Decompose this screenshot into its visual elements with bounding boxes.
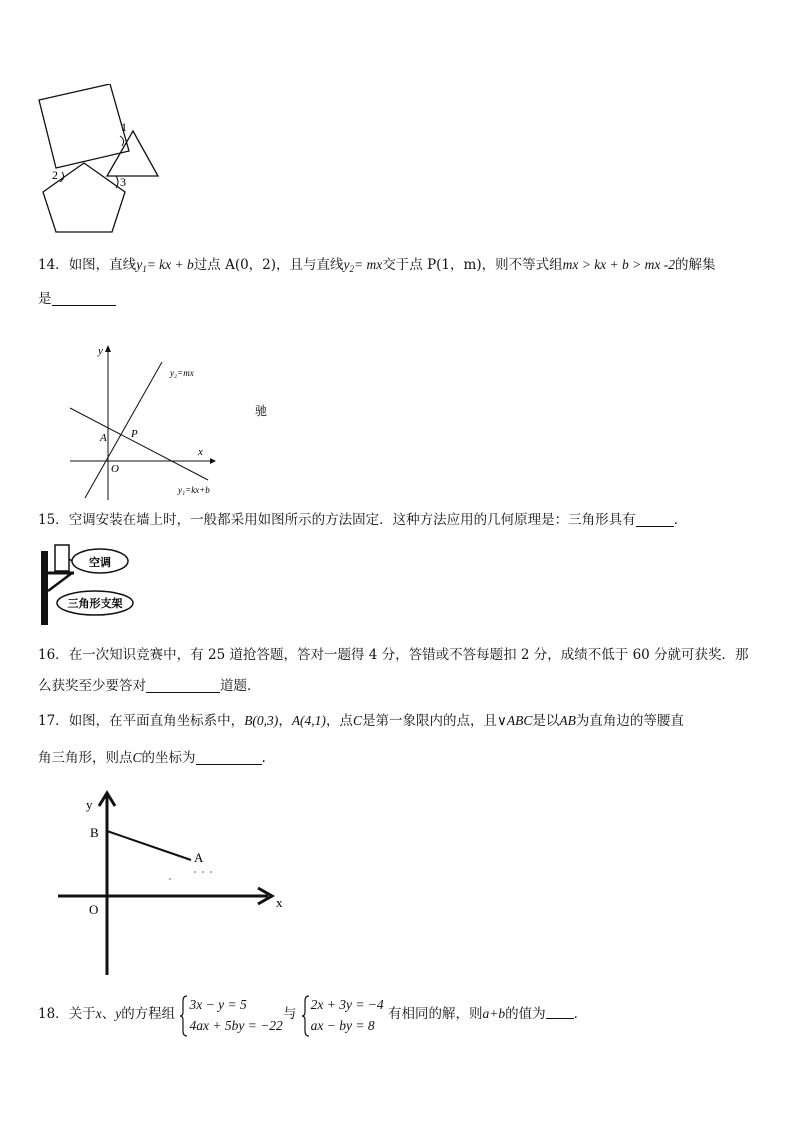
fig15-bubble-ac-text: 空调 <box>89 557 111 569</box>
fig14-y-label: y <box>98 345 103 357</box>
fig14-line-y1 <box>70 408 208 480</box>
q17-line2-end: . <box>261 750 266 766</box>
q17-line2-b: 的坐标为 <box>141 750 196 766</box>
q16-number: 16． <box>38 647 69 663</box>
q16-line2-b: 道题． <box>220 678 261 694</box>
q18-text-b: 的方程组 <box>121 1006 176 1022</box>
q18-system-2-row2: ax − by = 8 <box>310 1017 375 1033</box>
q16-line1-text: 在一次知识竞赛中，有 25 道抢答题，答对一题得 4 分，答错或不答每题扣 2 分，成绩不低于 60 分就可获奖．那 <box>68 647 749 663</box>
q15-end: ． <box>673 512 688 528</box>
q18-text-a: 关于 <box>68 1006 96 1022</box>
q18-system-1 <box>189 994 282 1036</box>
q16-answer-blank[interactable] <box>146 678 220 693</box>
fig13-triangle <box>107 131 158 176</box>
q15-number: 15． <box>38 512 69 528</box>
q18-system-1-row1: 3x − y = 5 <box>189 996 247 1012</box>
fig17-graph <box>50 790 300 980</box>
q15-line <box>38 511 687 529</box>
fig14-point-A: A <box>100 432 107 444</box>
q18-with: 与 <box>282 1006 297 1022</box>
fig17-origin-label: O <box>89 902 99 917</box>
fig17-segment-BA <box>107 831 191 860</box>
q18-apb: a+b <box>482 1006 506 1021</box>
q17-point-C: C <box>352 713 362 728</box>
q18-var-y: y <box>115 1006 122 1021</box>
q17-text-d: 是以 <box>532 713 560 729</box>
q18-text-d: 的值为 <box>505 1006 546 1022</box>
fig13-square <box>39 84 129 168</box>
fig17-dot <box>169 878 171 880</box>
q16-line1 <box>38 646 749 664</box>
q17-text-a: 如图，在平面直角坐标系中， <box>68 713 245 729</box>
q14-text-b: 过点 A(0，2)，且与直线 <box>193 257 344 273</box>
fig14-point-P: P <box>131 428 138 440</box>
q17-text-b: ，点 <box>325 713 353 729</box>
fig13-angle2-arc <box>60 172 64 182</box>
q14-y1: $y_1$ <box>136 257 147 274</box>
fig14-stray-char: 驰 <box>255 404 268 418</box>
fig17-point-B: B <box>90 825 99 840</box>
q17-text-c: 是第一象限内的点，且 <box>361 713 497 729</box>
q14-answer-blank[interactable] <box>52 291 116 306</box>
q14-text-a: 如图，直线 <box>68 257 137 273</box>
q18-comma: 、 <box>101 1006 116 1022</box>
q14-y2: $y_2$ <box>343 257 355 274</box>
fig13-angle1-arc <box>120 136 124 146</box>
fig14-x-label: x <box>198 446 203 458</box>
q17-line2-C: C <box>132 750 142 765</box>
q17-answer-blank[interactable] <box>196 750 262 765</box>
q17-point-A: A(4,1) <box>291 713 326 728</box>
q17-text-e: 为直角边的等腰直 <box>575 713 684 729</box>
q18-system-2-row1: 2x + 3y = −4 <box>310 996 384 1012</box>
q18-number: 18． <box>38 1006 69 1022</box>
q17-line2 <box>38 749 266 767</box>
q17-number: 17． <box>38 713 69 729</box>
fig14-label-y1: y₁=kx+b <box>178 485 210 495</box>
q14-inequality: mx > kx + b > mx -2 <box>562 257 676 272</box>
q14-line1 <box>38 256 716 278</box>
q17-triangle: ∨ABC <box>496 713 533 728</box>
fig14-label-y2: y₂=mx <box>170 368 194 378</box>
q14-y1-expr: = kx + b <box>146 257 194 272</box>
q14-text-d: 的解集 <box>675 257 716 273</box>
fig15-bubble-bracket-text: 三角形支架 <box>67 598 123 610</box>
fig17-dot <box>202 871 204 873</box>
fig15-bracket <box>38 541 138 626</box>
fig17-dot <box>210 871 212 873</box>
q14-line2 <box>38 290 116 308</box>
q17-sep: ， <box>278 713 292 729</box>
fig13-label-2: 2 <box>52 168 58 182</box>
fig15-wall <box>41 551 48 625</box>
fig15-ac-unit <box>55 545 69 571</box>
q18-system-2 <box>311 994 384 1036</box>
fig17-x-label: x <box>276 895 283 910</box>
q18-system-2-brace <box>302 995 310 1037</box>
fig15-brace <box>48 573 72 591</box>
q17-point-B: B(0,3) <box>244 713 279 728</box>
q14-number: 14． <box>38 257 69 273</box>
fig14-origin-label: O <box>111 463 119 475</box>
q17-segment-AB: AB <box>559 713 576 728</box>
q18-answer-blank[interactable] <box>546 1004 574 1019</box>
fig17-point-A: A <box>194 850 204 865</box>
q18-system-1-brace <box>180 995 188 1037</box>
fig13-label-1: 1 <box>121 120 127 134</box>
q14-text-c: 交于点 P(1，m)，则不等式组 <box>382 257 563 273</box>
fig17-y-label: y <box>86 797 93 812</box>
q14-line2-text: 是 <box>38 291 52 307</box>
q15-text: 空调安装在墙上时，一般都采用如图所示的方法固定．这种方法应用的几何原理是：三角形具有 <box>68 512 636 528</box>
q16-line2 <box>38 677 261 695</box>
fig17-dot <box>194 871 196 873</box>
fig14-graph <box>60 340 290 505</box>
fig14-x-arrow <box>210 458 216 464</box>
q15-answer-blank[interactable] <box>636 512 674 527</box>
fig14-y-arrow <box>105 345 111 352</box>
fig14-line-y2 <box>85 362 162 498</box>
q18-text-c: 有相同的解，则 <box>387 1006 483 1022</box>
q17-line2-a: 角三角形，则点 <box>38 750 133 766</box>
q18-system-1-row2: 4ax + 5by = −22 <box>189 1017 283 1033</box>
q18-end: ． <box>573 1006 588 1022</box>
q14-y2-expr: = mx <box>354 257 383 272</box>
fig13-polygons <box>34 84 164 234</box>
q18-line <box>38 993 587 1037</box>
q18-var-x: x <box>95 1006 102 1021</box>
q16-line2-a: 么获奖至少要答对 <box>38 678 146 694</box>
fig13-label-3: 3 <box>120 175 126 189</box>
q17-line1 <box>38 712 684 730</box>
